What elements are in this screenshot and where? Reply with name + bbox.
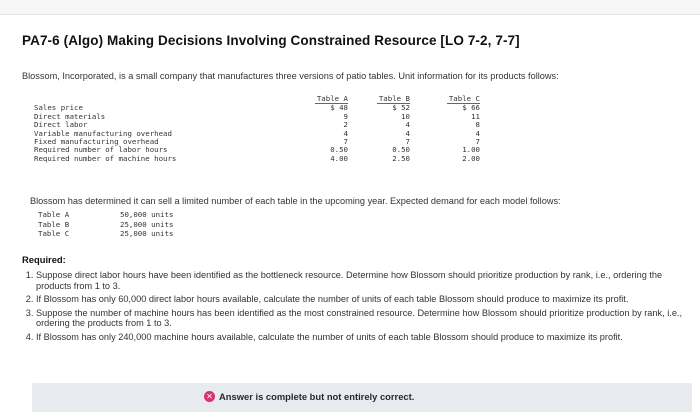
cell: $ 48: [330, 103, 348, 113]
column-header: Table C: [448, 94, 480, 103]
cell: 2: [343, 120, 348, 130]
cell: 0.50: [392, 145, 410, 155]
problem-title: PA7-6 (Algo) Making Decisions Involving Constrained Resource [LO 7-2, 7-7]: [22, 33, 520, 48]
list-item: 3. Suppose the number of machine hours has been identified as the most constrained resource. Determine how Blossom should prioritize production by rank, i.e., ordering the products from 1 to 3.: [36, 308, 696, 329]
intro-text: Blossom, Incorporated, is a small company that manufactures three versions of patio tables. Unit information for its products follows:: [22, 71, 559, 81]
cell: 4: [405, 128, 410, 138]
cell: 7: [405, 137, 410, 147]
row-label: Required number of labor hours: [34, 145, 168, 155]
cell: 7: [475, 137, 480, 147]
row-label: Required number of machine hours: [34, 153, 177, 163]
demand-label: Table C: [38, 229, 70, 239]
cell: 4: [405, 120, 410, 130]
cell: $ 66: [462, 103, 480, 113]
top-bar: [0, 0, 700, 15]
demand-value: 25,000 units: [120, 219, 174, 229]
demand-label: Table A: [38, 210, 70, 219]
required-heading: Required:: [22, 254, 66, 265]
cell: 9: [343, 111, 348, 121]
demand-intro-text: Blossom has determined it can sell a limited number of each table in the upcoming year. Expected demand for each model follows:: [30, 196, 561, 206]
cell: 4.00: [330, 153, 348, 163]
list-item: 1. Suppose direct labor hours have been identified as the bottleneck resource. Determine how Blossom should prioritize production by rank, i.e., ordering the products from 1 to 3.: [36, 270, 696, 291]
demand-value: 50,000 units: [120, 210, 174, 219]
answer-status-text: Answer is complete but not entirely correct.: [219, 391, 415, 402]
cell: 8: [475, 120, 480, 130]
requirements-list: [22, 270, 696, 346]
x-circle-icon: ✕: [204, 391, 215, 402]
demand-table: [38, 210, 173, 239]
table-header-row: [34, 95, 480, 104]
table-row: [38, 229, 173, 239]
table-row: [38, 220, 173, 230]
cell: 11: [471, 111, 480, 121]
row-label: Direct materials: [34, 111, 106, 121]
column-header: Table A: [316, 94, 348, 103]
row-label: Variable manufacturing overhead: [34, 128, 172, 138]
column-header: Table B: [378, 94, 410, 103]
list-item: 4. If Blossom has only 240,000 machine hours available, calculate the number of units of each table Blossom should produce to maximize its profit.: [36, 332, 696, 343]
demand-value: 25,000 units: [120, 229, 174, 239]
cell: $ 52: [392, 103, 410, 113]
cell: 4: [343, 128, 348, 138]
answer-status-banner: [32, 383, 692, 412]
demand-label: Table B: [38, 219, 70, 229]
table-row: [34, 113, 480, 121]
cell: 2.50: [392, 153, 410, 163]
list-item: 2. If Blossom has only 60,000 direct labor hours available, calculate the number of units of each table Blossom should produce to maximize its profit.: [36, 294, 696, 305]
row-label: Sales price: [34, 103, 83, 113]
cell: 4: [475, 128, 480, 138]
cell: 2.00: [462, 153, 480, 163]
row-label: Fixed manufacturing overhead: [34, 137, 159, 147]
cell: 7: [343, 137, 348, 147]
product-info-table: [34, 95, 480, 163]
table-row: [34, 155, 480, 163]
row-label: Direct labor: [34, 120, 88, 130]
cell: 0.50: [330, 145, 348, 155]
cell: 10: [401, 111, 410, 121]
table-row: [38, 210, 173, 220]
cell: 1.00: [462, 145, 480, 155]
